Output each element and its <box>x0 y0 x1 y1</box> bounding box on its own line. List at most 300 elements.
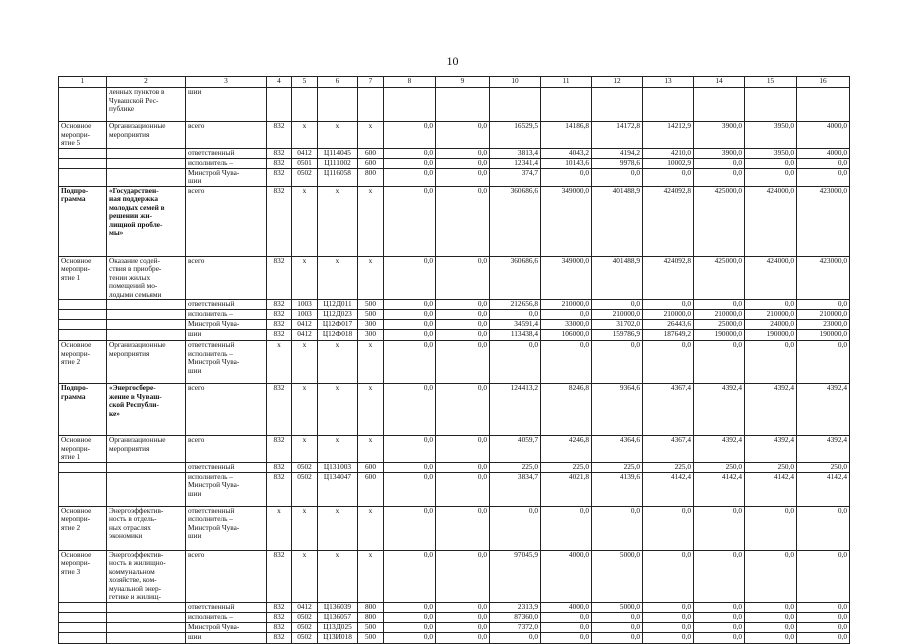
table-cell: 0,0 <box>694 300 745 310</box>
table-cell: 0,0 <box>384 622 436 632</box>
table-cell <box>436 88 490 122</box>
table-row <box>59 148 850 158</box>
table-row <box>59 168 850 186</box>
table-cell: 0,0 <box>436 320 490 330</box>
table-cell <box>107 602 186 612</box>
table-cell: 500 <box>358 632 384 643</box>
table-cell: 0,0 <box>436 602 490 612</box>
column-number-16: 16 <box>797 77 850 88</box>
table-cell: 600 <box>358 148 384 158</box>
table-cell: 0,0 <box>436 186 490 256</box>
table-cell <box>107 612 186 622</box>
table-cell: х <box>358 506 384 550</box>
table-row <box>59 122 850 149</box>
table-cell: 4021,8 <box>541 472 592 506</box>
table-cell: 14172,8 <box>592 122 643 149</box>
table-cell: 0,0 <box>436 506 490 550</box>
table-cell: 0,0 <box>797 550 850 602</box>
table-cell: 4392,4 <box>745 436 797 463</box>
table-cell: 832 <box>267 330 292 341</box>
table-cell: Ц116058 <box>318 168 358 186</box>
table-cell: 0,0 <box>384 168 436 186</box>
table-cell: 190000,0 <box>694 330 745 341</box>
table-cell: Энергоэффектив- ность в жилищно- коммунальном хозяйстве, ком- мунальной энер- гетике и жилищ- <box>107 550 186 602</box>
table-cell <box>59 158 107 168</box>
table-cell: 4392,4 <box>694 436 745 463</box>
table-cell: 0,0 <box>384 506 436 550</box>
table-cell: Оказание содей- ствия в приобре- тении жилых помещений мо- лодыми семьями <box>107 256 186 300</box>
table-cell: 0,0 <box>384 186 436 256</box>
table-cell: 3950,0 <box>745 148 797 158</box>
table-cell: 0,0 <box>436 384 490 436</box>
table-cell <box>292 88 318 122</box>
table-cell: Минстрой Чува- <box>186 320 267 330</box>
table-cell: х <box>292 256 318 300</box>
table-row <box>59 300 850 310</box>
table-cell: 106000,0 <box>541 330 592 341</box>
table-cell: исполнитель – <box>186 158 267 168</box>
table-cell: 4392,4 <box>797 436 850 463</box>
table-cell: 0,0 <box>643 632 694 643</box>
table-cell <box>797 88 850 122</box>
table-cell: х <box>318 550 358 602</box>
table-cell: Ц134047 <box>318 472 358 506</box>
table-row <box>59 506 850 550</box>
column-number-13: 13 <box>643 77 694 88</box>
table-cell: 250,0 <box>745 462 797 472</box>
table-cell: 250,0 <box>797 462 850 472</box>
table-cell: 0,0 <box>592 300 643 310</box>
table-cell: 0,0 <box>384 612 436 622</box>
table-cell: 2313,9 <box>490 602 541 612</box>
table-cell <box>358 88 384 122</box>
table-cell <box>107 472 186 506</box>
table-cell: 0,0 <box>745 602 797 612</box>
table-cell: 832 <box>267 168 292 186</box>
table-cell: х <box>267 341 292 384</box>
table-cell: 500 <box>358 622 384 632</box>
table-cell: 360686,6 <box>490 256 541 300</box>
table-cell: 7372,0 <box>490 622 541 632</box>
table-cell: 600 <box>358 158 384 168</box>
table-cell: 0,0 <box>592 612 643 622</box>
table-cell: 3834,7 <box>490 472 541 506</box>
table-cell: 97045,9 <box>490 550 541 602</box>
table-cell: 0,0 <box>541 632 592 643</box>
table-cell: 0,0 <box>592 506 643 550</box>
table-cell: 0,0 <box>694 612 745 622</box>
table-cell: 832 <box>267 186 292 256</box>
column-number-10: 10 <box>490 77 541 88</box>
table-row <box>59 436 850 463</box>
table-cell: 0,0 <box>694 158 745 168</box>
table-cell: 4142,4 <box>797 472 850 506</box>
table-cell: Основное меропри- ятие 2 <box>59 506 107 550</box>
table-cell: 0502 <box>292 462 318 472</box>
table-cell: 0,0 <box>694 506 745 550</box>
table-cell: х <box>318 122 358 149</box>
table-cell: 832 <box>267 612 292 622</box>
table-cell: Минстрой Чува- шии <box>186 168 267 186</box>
column-number-11: 11 <box>541 77 592 88</box>
page-number: 10 <box>446 54 459 68</box>
table-cell: 10002,9 <box>643 158 694 168</box>
table-cell: 210000,0 <box>694 310 745 320</box>
table-cell: 210000,0 <box>797 310 850 320</box>
table-cell: 4000,0 <box>797 122 850 149</box>
table-cell: Ц12Д023 <box>318 310 358 320</box>
table-cell: ответственный <box>186 602 267 612</box>
table-cell: Ц131003 <box>318 462 358 472</box>
table-cell: х <box>358 186 384 256</box>
table-cell: 4043,2 <box>541 148 592 158</box>
table-cell: 4059,7 <box>490 436 541 463</box>
table-cell: шии <box>186 330 267 341</box>
header-row <box>59 77 850 88</box>
table-cell: 0,0 <box>384 330 436 341</box>
table-cell: х <box>292 550 318 602</box>
table-cell: 0,0 <box>384 550 436 602</box>
table-cell: Ц12Ф018 <box>318 330 358 341</box>
table-cell: 800 <box>358 168 384 186</box>
table-cell: 0,0 <box>541 622 592 632</box>
table-cell: 24000,0 <box>745 320 797 330</box>
table-cell: 832 <box>267 320 292 330</box>
table-cell: х <box>358 341 384 384</box>
table-cell <box>267 88 292 122</box>
table-cell: 0,0 <box>643 168 694 186</box>
table-cell: 0,0 <box>436 158 490 168</box>
column-number-2: 2 <box>107 77 186 88</box>
table-cell: 0,0 <box>643 622 694 632</box>
table-cell: 0,0 <box>490 341 541 384</box>
table-cell: 124413,2 <box>490 384 541 436</box>
table-cell: 0,0 <box>384 122 436 149</box>
column-number-4: 4 <box>267 77 292 88</box>
table-cell: 0,0 <box>643 602 694 612</box>
table-cell: 225,0 <box>643 462 694 472</box>
table-row <box>59 462 850 472</box>
table-cell: 12341,4 <box>490 158 541 168</box>
table-cell: Минстрой Чува- <box>186 622 267 632</box>
table-cell: всего <box>186 550 267 602</box>
table-cell: 0,0 <box>797 506 850 550</box>
table-cell: 4210,0 <box>643 148 694 158</box>
table-cell: исполнитель – <box>186 612 267 622</box>
table-cell: 4142,4 <box>643 472 694 506</box>
table-cell <box>59 462 107 472</box>
table-cell: Организационные мероприятия <box>107 341 186 384</box>
table-cell: 0,0 <box>745 341 797 384</box>
table-cell: 4367,4 <box>643 384 694 436</box>
table-row <box>59 472 850 506</box>
table-cell: 187649,2 <box>643 330 694 341</box>
table-cell: 10143,6 <box>541 158 592 168</box>
table-cell: х <box>318 436 358 463</box>
table-row <box>59 310 850 320</box>
table-row <box>59 186 850 256</box>
table-cell: 832 <box>267 472 292 506</box>
table-cell <box>107 622 186 632</box>
table-cell: 0,0 <box>490 506 541 550</box>
table-cell: х <box>267 506 292 550</box>
table-cell <box>59 612 107 622</box>
table-cell: 225,0 <box>490 462 541 472</box>
table-cell: 0412 <box>292 320 318 330</box>
table-cell: 9364,6 <box>592 384 643 436</box>
table-cell: Основное меропри- ятие 5 <box>59 122 107 149</box>
table-cell: 87360,0 <box>490 612 541 622</box>
table-cell: 0502 <box>292 472 318 506</box>
table-cell: 4139,6 <box>592 472 643 506</box>
table-cell <box>643 88 694 122</box>
table-cell: 0,0 <box>694 632 745 643</box>
table-cell: 210000,0 <box>745 310 797 320</box>
table-row <box>59 550 850 602</box>
table-cell: Ц136039 <box>318 602 358 612</box>
table-cell: Подпро- грамма <box>59 186 107 256</box>
table-row <box>59 632 850 643</box>
table-cell: 0,0 <box>384 341 436 384</box>
table-cell: 210000,0 <box>592 310 643 320</box>
table-cell: 401488,9 <box>592 186 643 256</box>
table-cell: 500 <box>358 300 384 310</box>
table-cell: х <box>358 550 384 602</box>
table-cell: 0,0 <box>384 256 436 300</box>
table-cell: 190000,0 <box>745 330 797 341</box>
table-cell: 0,0 <box>436 622 490 632</box>
table-cell: 832 <box>267 310 292 320</box>
table-cell: 0,0 <box>745 612 797 622</box>
table-cell: 25000,0 <box>694 320 745 330</box>
table-cell <box>107 158 186 168</box>
table-cell: 0,0 <box>436 330 490 341</box>
table-cell <box>59 88 107 122</box>
table-cell: 0,0 <box>541 168 592 186</box>
table-cell: Ц114045 <box>318 148 358 158</box>
table-cell: 832 <box>267 602 292 612</box>
table-cell: 0,0 <box>694 168 745 186</box>
table-cell: 3900,0 <box>694 148 745 158</box>
table-row <box>59 330 850 341</box>
table-cell: 0,0 <box>384 602 436 612</box>
table-cell: 832 <box>267 622 292 632</box>
table-cell: Подпро- грамма <box>59 384 107 436</box>
table-cell: 0,0 <box>643 341 694 384</box>
table-cell: 0,0 <box>797 602 850 612</box>
table-cell: 832 <box>267 148 292 158</box>
table-cell: 0,0 <box>384 148 436 158</box>
table-cell: 0,0 <box>797 622 850 632</box>
table-cell: всего <box>186 384 267 436</box>
table-cell: 14212,9 <box>643 122 694 149</box>
table-cell: ответственный исполнитель – Минстрой Чува- шии <box>186 506 267 550</box>
table-cell: 4142,4 <box>745 472 797 506</box>
table-cell: Ц136057 <box>318 612 358 622</box>
table-cell: 0,0 <box>384 310 436 320</box>
table-cell: 0,0 <box>436 341 490 384</box>
table-cell: х <box>318 506 358 550</box>
table-cell: 190000,0 <box>797 330 850 341</box>
table-cell: 423000,0 <box>797 256 850 300</box>
table-cell: 0,0 <box>384 472 436 506</box>
table-cell: «Государствен- ная поддержка молодых семей в решении жи- лищной пробле- мы» <box>107 186 186 256</box>
table-cell: 0,0 <box>592 632 643 643</box>
table-cell: 16529,5 <box>490 122 541 149</box>
table-cell: 832 <box>267 158 292 168</box>
column-number-8: 8 <box>384 77 436 88</box>
table-cell: 4000,0 <box>797 148 850 158</box>
table-row <box>59 341 850 384</box>
table-cell: х <box>292 122 318 149</box>
table-cell: 0,0 <box>797 168 850 186</box>
table-cell: 0412 <box>292 602 318 612</box>
table-cell: 4392,4 <box>745 384 797 436</box>
table-cell: х <box>358 256 384 300</box>
table-row <box>59 612 850 622</box>
table-cell: «Энергосбере- жение в Чуваш- ской Республи- ке» <box>107 384 186 436</box>
table-cell: 300 <box>358 330 384 341</box>
table-cell: х <box>292 384 318 436</box>
table-cell <box>59 168 107 186</box>
table-cell: 3813,4 <box>490 148 541 158</box>
table-cell: всего <box>186 436 267 463</box>
table-cell: 423000,0 <box>797 186 850 256</box>
table-cell: 424092,8 <box>643 186 694 256</box>
column-number-9: 9 <box>436 77 490 88</box>
column-number-14: 14 <box>694 77 745 88</box>
table-cell: 0,0 <box>384 158 436 168</box>
column-number-3: 3 <box>186 77 267 88</box>
table-cell: 0501 <box>292 158 318 168</box>
table-cell: 0,0 <box>436 300 490 310</box>
table-cell: 225,0 <box>541 462 592 472</box>
table-cell: Ц13Д025 <box>318 622 358 632</box>
table-cell: 3900,0 <box>694 122 745 149</box>
table-cell: 0,0 <box>592 341 643 384</box>
table-cell <box>59 622 107 632</box>
table-cell: 210000,0 <box>643 310 694 320</box>
table-cell: Ц13И018 <box>318 632 358 643</box>
table-cell: х <box>358 436 384 463</box>
table-cell: 0502 <box>292 622 318 632</box>
table-cell: 0,0 <box>384 436 436 463</box>
table-cell: х <box>292 186 318 256</box>
table-row <box>59 602 850 612</box>
table-cell: 0,0 <box>490 632 541 643</box>
table-cell: 0,0 <box>490 310 541 320</box>
table-cell: 349000,0 <box>541 186 592 256</box>
table-cell <box>490 88 541 122</box>
table-cell <box>107 148 186 158</box>
table-cell: Ц12Д011 <box>318 300 358 310</box>
table-cell: 0,0 <box>436 612 490 622</box>
table-cell <box>745 88 797 122</box>
column-number-12: 12 <box>592 77 643 88</box>
table-cell: 0,0 <box>436 632 490 643</box>
table-cell: 31702,0 <box>592 320 643 330</box>
budget-table <box>58 76 850 644</box>
table-cell: х <box>358 122 384 149</box>
table-cell: 113438,4 <box>490 330 541 341</box>
table-cell: 0,0 <box>436 256 490 300</box>
table-cell: 0,0 <box>541 506 592 550</box>
table-cell: 0,0 <box>384 462 436 472</box>
table-cell: 4142,4 <box>694 472 745 506</box>
table-cell <box>107 462 186 472</box>
table-cell: исполнитель – Минстрой Чува- шии <box>186 472 267 506</box>
table-cell: Основное меропри- ятие 1 <box>59 256 107 300</box>
table-cell: 0,0 <box>436 148 490 158</box>
table-cell <box>592 88 643 122</box>
table-cell: 0,0 <box>694 550 745 602</box>
table-cell: ответственный <box>186 148 267 158</box>
table-cell <box>59 330 107 341</box>
table-cell: х <box>292 341 318 384</box>
column-number-1: 1 <box>59 77 107 88</box>
column-number-5: 5 <box>292 77 318 88</box>
table-cell: 0,0 <box>797 612 850 622</box>
table-cell: всего <box>186 122 267 149</box>
table-cell: 4392,4 <box>797 384 850 436</box>
table-cell: 0412 <box>292 330 318 341</box>
table-cell: 600 <box>358 472 384 506</box>
column-number-6: 6 <box>318 77 358 88</box>
table-cell: 0,0 <box>436 550 490 602</box>
table-cell <box>107 310 186 320</box>
table-cell: 4194,2 <box>592 148 643 158</box>
table-cell: 0,0 <box>745 300 797 310</box>
table-cell: х <box>358 384 384 436</box>
table-cell: 0,0 <box>745 168 797 186</box>
table-cell: 0502 <box>292 168 318 186</box>
table-cell: 832 <box>267 632 292 643</box>
table-cell: 34591,4 <box>490 320 541 330</box>
table-cell <box>384 88 436 122</box>
table-cell: 0,0 <box>797 300 850 310</box>
table-cell: х <box>318 341 358 384</box>
table-cell: 0,0 <box>745 158 797 168</box>
table-cell: 800 <box>358 602 384 612</box>
table-cell: шии <box>186 88 267 122</box>
table-cell: Организационные мероприятия <box>107 436 186 463</box>
table-cell: 832 <box>267 550 292 602</box>
table-cell: 0,0 <box>643 506 694 550</box>
table-cell <box>59 310 107 320</box>
table-cell <box>107 320 186 330</box>
table-cell: 23000,0 <box>797 320 850 330</box>
table-cell: 0,0 <box>643 550 694 602</box>
table-cell <box>59 300 107 310</box>
table-cell: 349000,0 <box>541 256 592 300</box>
table-cell: 0,0 <box>541 341 592 384</box>
table-cell <box>59 472 107 506</box>
table-cell: х <box>318 256 358 300</box>
table-cell: х <box>292 506 318 550</box>
table-cell: 832 <box>267 300 292 310</box>
table-cell: ленных пунктов в Чувашской Рес- публике <box>107 88 186 122</box>
table-row <box>59 88 850 122</box>
table-cell: 0,0 <box>797 158 850 168</box>
table-cell: 424000,0 <box>745 256 797 300</box>
table-cell: 26443,6 <box>643 320 694 330</box>
table-cell: 0,0 <box>592 622 643 632</box>
table-cell: 4392,4 <box>694 384 745 436</box>
table-cell <box>59 148 107 158</box>
table-cell <box>541 88 592 122</box>
table-cell: 832 <box>267 436 292 463</box>
table-cell: 800 <box>358 612 384 622</box>
